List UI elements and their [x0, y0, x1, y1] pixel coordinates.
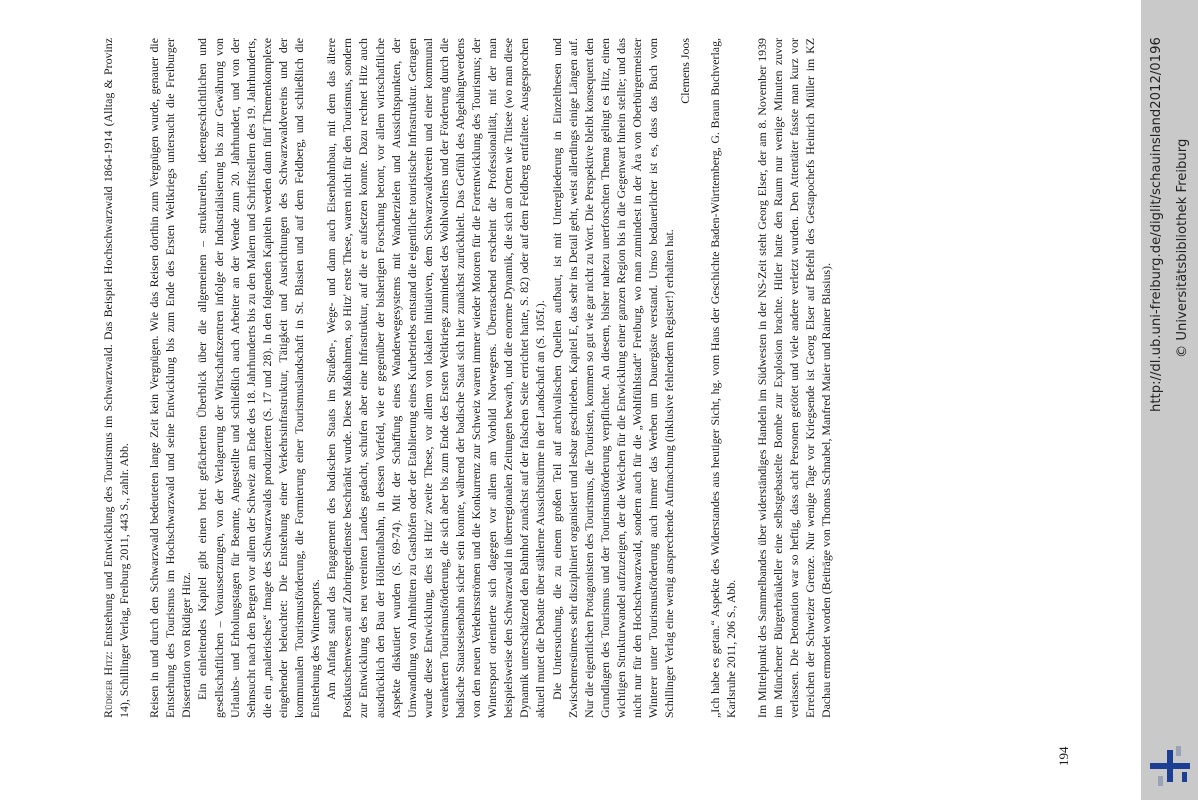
logo-bar [1167, 750, 1173, 782]
page-body [100, 38, 834, 718]
review-1-signature: Clemens Joos [678, 38, 693, 104]
review-2-paragraph: Im Mittelpunkt des Sammelbandes über widerständiges Handeln im Südwesten in der NS-Zeit steht Georg Elser, der am 8. November 1939 im Münchener Bürgerbräukeller eine selbstgebastelte Bombe zur Explosion brachte. Hitler hatte den Raum nur wenige Minuten zuvor verlassen. Die Detonation war so heftig, dass acht Personen getötet und viele andere verletzt wurden. Den Attentäter fasste man kurz vor Erreichen der Schweizer Grenze. Nur wenige Tage vor Kriegsende ist Georg Elser auf Befehl des Gestapochefs Heinrich Müller im KZ Dachau ermordet worden (Beiträge von Thomas Schnabel, Manfred Maier und Rainer Blasius). [754, 38, 833, 718]
review-2-heading [707, 38, 739, 718]
review-1-heading [100, 38, 132, 718]
page-number: 194 [1056, 746, 1071, 766]
review-1-paragraph: Am Anfang stand das Engagement des badischen Staats im Straßen-, Wege- und dann auch Eisenbahnbau, mit dem das ältere Postkutschenwesen auf Zubringerdienste beschränkt wurde. Diese Maßnahmen, so Hitz' erste These, waren nicht für den Tourismus, sondern zur Entwicklung des neu vereinten Landes gedacht, schufen aber eine Infrastruktur, auf die er aufsetzen konnte. Dazu rechnet Hitz auch ausdrücklich den Bau der Höllentalbahn, in dessen Vorfeld, wie er gegenüber der bisherigen Forschung betont, vor allem wirtschaftliche Aspekte diskutiert wurden (S. 69-74). Mit der Schaffung eines Wanderwegesystems mit Wanderzielen und Aussichtspunkten, der Umwandlung von Almhütten zu Gasthöfen oder der Etablierung eines Kurbetriebs entstand die eigentliche touristische Infrastruktur. Getragen wurde diese Entwicklung, dies ist Hitz' zweite These, vor allem von lokalen Initiativen, dem Schwarzwaldverein und einer kommunal verankerten Tourismusförderung, die sich aber bis zum Ende des Ersten Weltkriegs zumindest des Wohlwollens und der Förderung durch die badische Staatseisenbahn sicher sein konnte, während der badische Staat sich hier zunächst zurückhielt. Das Gefühl des Abgehängtwerdens von den neuen Verkehrsströmen und die Konkurrenz zur Schweiz waren immer wieder Motoren für die Fortentwicklung des Tourismus; der Wintersport orientierte sich dagegen vor allem am Vorbild Norwegens. Überraschend erscheint die Professionalität, mit der man beispielsweise den Schwarzwald in überregionalen Zeitungen bewarb, und die enorme Dynamik, die sich an Orten wie Titisee (wo man diese Dynamik unterschätzend den Bahnhof zunächst auf der falschen Seite errichtet hatte, S. 82) oder auf dem Feldberg entfaltete. Ausgesprochen aktuell mutet die Debatte über stählerne Aussichtstürme in der Landschaft an (S. 105f.). [324, 38, 548, 718]
review-1-paragraph: Ein einleitendes Kapitel gibt einen breit gefächerten Überblick über die allgemeinen – strukturellen, ideengeschichtlichen und gesellschaftlichen – Voraussetzungen, von der Verlagerung der Wirtschaftszentren infolge der Industrialisierung bis zur Gewährung von Urlaubs- und Erholungstagen für Beamte, Angestellte und schließlich auch Arbeiter an der Wende zum 20. Jahrhundert, und von der Sehnsucht nach den Bergen vor allem der Schweiz am Ende des 18. Jahrhunderts bis zu den Malern und Schriftstellern des 19. Jahrhunderts, die ein „malerisches“ Image des Schwarzwalds produzierten (S. 17 und 28). In den folgenden Kapiteln werden dann fünf Themenkomplexe eingehender beleuchtet: Die Entstehung einer Verkehrsinfrastruktur, Tätigkeit und Ausrichtungen des Schwarzwaldvereins und der kommunalen Tourismusförderung, die Formierung einer Tourismuslandschaft in St. Blasien und auf dem Feldberg, und schließlich die Entstehung des Wintersports. [195, 38, 323, 718]
review-1-paragraph: Reisen in und durch den Schwarzwald bedeuteten lange Zeit kein Vergnügen. Wie das Reisen dorthin zum Vergnügen wurde, genauer die Entstehung des Tourismus im Hochschwarzwald und seine Entwicklung bis zum Ende des Ersten Weltkriegs untersucht die Freiburger Dissertation von Rüdiger Hitz. [147, 38, 194, 718]
review-1-citation: : Entstehung und Entwicklung des Tourismus im Schwarzwald. Das Beispiel Hochschwarzwald 1864-1914 (Alltag & Provinz 14), Schillinger Verlag, Freiburg 2011, 443 S., zahlr. Abb. [101, 38, 132, 718]
review-2-citation: „Ich habe es getan.“ Aspekte des Widerstandes aus heutiger Sicht, hg. vom Haus der Geschichte Baden-Württemberg, G. Braun Buchverlag, Karlsruhe 2011, 206 S., Abb. [708, 38, 739, 718]
review-1-paragraph: Die Untersuchung, die zu einem großen Teil auf archivalischen Quellen aufbaut, ist mit Untergliederung in Einzelthesen und Zwischenresümees sehr diszipliniert organisiert und lesbar geschrieben. Kapitel E, das sehr ins Detail geht, weist allerdings einige Längen auf. Nur die eigentlichen Protagonisten des Tourismus, die Touristen, kommen so gut wie gar nicht zu Wort. Die Perspektive bleibt konsequent den Grundlagen des Tourismus und der Tourismusförderung verpflichtet. An diesem, bisher nahezu unerforschten Thema gelingt es Hitz, einen wichtigen Strukturwandel aufzuzeigen, der die Weichen für die Entwicklung einer ganzen Region bis in die Gegenwart hinein stellte; und das nicht nur für den Hochschwarzwald, sondern auch für die „Wohlfühlstadt“ Freiburg, wo man zumindest in der Ära von Oberbürgermeister Winterer unter Tourismusförderung auch immer das Werben um Dauergäste verstand. Umso bedauerlicher ist es, dass das Buch vom Schillinger Verlag eine wenig ansprechende Aufmachung (inklusive fehlendem Register!) erhalten hat. [549, 38, 677, 718]
digitization-sidebar [1141, 0, 1198, 800]
logo-bar [1176, 746, 1181, 756]
university-library-logo-icon [1148, 744, 1192, 788]
review-1-author: Rüdiger Hitz [101, 654, 115, 718]
source-url-link[interactable]: http://dl.ub.uni-freiburg.de/diglit/schauinsland2012/0196 [1149, 37, 1164, 412]
copyright-notice: © Universitätsbibliothek Freiburg [1175, 138, 1190, 358]
logo-bar [1158, 776, 1163, 786]
logo-bar [1182, 772, 1187, 782]
